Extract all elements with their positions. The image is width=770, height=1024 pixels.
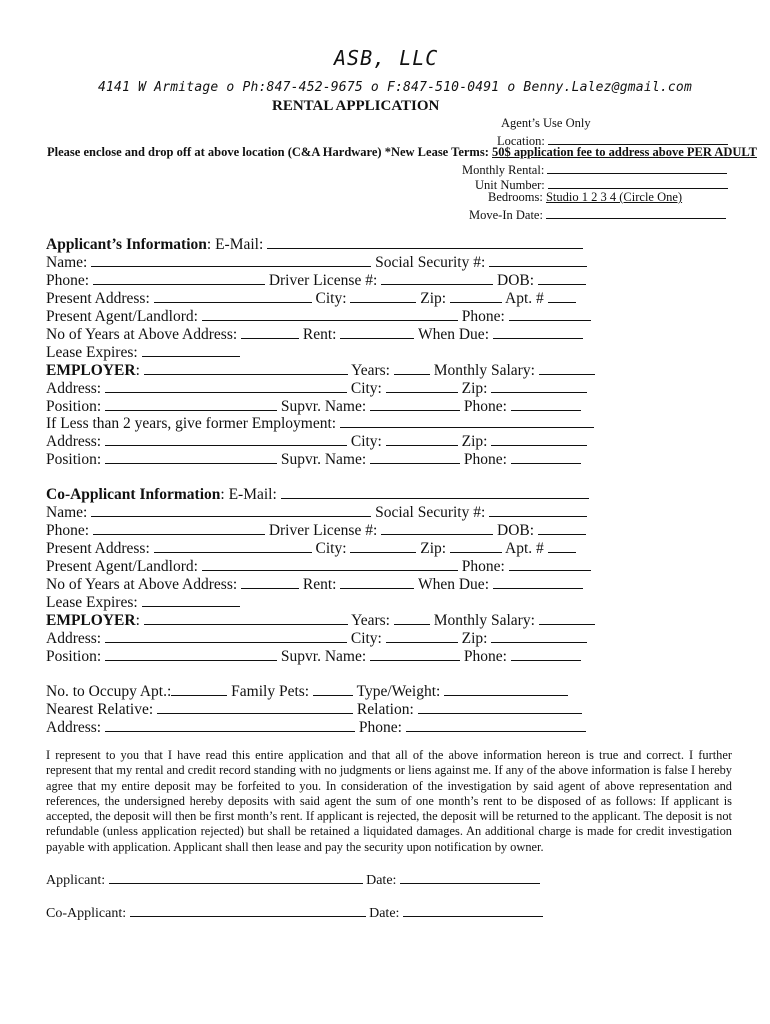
company-name: ASB, LLC xyxy=(334,46,439,70)
coapplicant-ssn-field[interactable] xyxy=(489,503,587,517)
type-weight-field[interactable] xyxy=(444,682,568,696)
occupy-count-field[interactable] xyxy=(171,682,227,696)
applicant-heading: Applicant’s Information xyxy=(46,236,207,253)
applicant-ssn-field[interactable] xyxy=(489,253,587,267)
applicant-name-field[interactable] xyxy=(91,253,371,267)
applicant-lease-expires-field[interactable] xyxy=(142,343,240,357)
applicant-landlord-field[interactable] xyxy=(202,307,458,321)
applicant-years-field[interactable] xyxy=(241,325,299,339)
coapplicant-zip-field[interactable] xyxy=(450,539,502,553)
coapplicant-lease-expires-field[interactable] xyxy=(142,593,240,607)
applicant-address-field[interactable] xyxy=(154,289,312,303)
coapplicant-supvr-phone-field[interactable] xyxy=(511,647,581,661)
coapplicant-phone-field[interactable] xyxy=(93,521,265,535)
applicant-former-zip-field[interactable] xyxy=(491,432,587,446)
coapplicant-supvr-field[interactable] xyxy=(370,647,460,661)
coapplicant-date-field[interactable] xyxy=(403,903,543,917)
applicant-former-phone-field[interactable] xyxy=(511,450,581,464)
applicant-phone-field[interactable] xyxy=(93,271,265,285)
coapplicant-emp-city-field[interactable] xyxy=(386,629,458,643)
form-title: RENTAL APPLICATION xyxy=(272,98,440,114)
relation-field[interactable] xyxy=(418,700,582,714)
move-in-label: Move-In Date: xyxy=(469,208,543,222)
applicant-emp-zip-field[interactable] xyxy=(491,379,587,393)
move-in-date-field[interactable] xyxy=(469,205,726,223)
coapplicant-rent-field[interactable] xyxy=(340,575,414,589)
relative-address-field[interactable] xyxy=(105,718,355,732)
applicant-email-field[interactable] xyxy=(267,235,583,249)
applicant-apt-field[interactable] xyxy=(548,289,576,303)
coapplicant-salary-field[interactable] xyxy=(539,611,595,625)
coapplicant-license-field[interactable] xyxy=(381,521,493,535)
coapplicant-signature-label: Co-Applicant: xyxy=(46,906,127,921)
applicant-date-field[interactable] xyxy=(400,870,540,884)
coapplicant-signature-field[interactable] xyxy=(130,903,366,917)
coapplicant-years-field[interactable] xyxy=(241,575,299,589)
applicant-signature-field[interactable] xyxy=(109,870,363,884)
applicant-dob-field[interactable] xyxy=(538,271,586,285)
applicant-former-supvr-field[interactable] xyxy=(370,450,460,464)
coapplicant-landlord-phone-field[interactable] xyxy=(509,557,591,571)
applicant-emp-address-field[interactable] xyxy=(105,379,347,393)
coapplicant-emp-years-field[interactable] xyxy=(394,611,430,625)
nearest-relative-field[interactable] xyxy=(157,700,353,714)
instructions: Please enclose and drop off at above location (C&A Hardware) *New Lease Terms: 50$ application fee to address above PER ADULT xyxy=(47,145,757,159)
applicant-city-field[interactable] xyxy=(350,289,416,303)
applicant-supvr-phone-field[interactable] xyxy=(511,397,581,411)
applicant-emp-years-field[interactable] xyxy=(394,361,430,375)
bedrooms-options: Studio 1 2 3 4 (Circle One) xyxy=(545,190,683,204)
applicant-employer-label: EMPLOYER xyxy=(46,362,136,379)
applicant-when-due-field[interactable] xyxy=(493,325,583,339)
coapplicant-emp-address-field[interactable] xyxy=(105,629,347,643)
coapplicant-employer-label: EMPLOYER xyxy=(46,612,136,629)
coapplicant-city-field[interactable] xyxy=(350,539,416,553)
coapplicant-name-field[interactable] xyxy=(91,503,371,517)
applicant-former-address-field[interactable] xyxy=(105,432,347,446)
agent-use-heading: Agent’s Use Only xyxy=(501,116,591,130)
applicant-license-field[interactable] xyxy=(381,271,493,285)
applicant-former-employment-field[interactable] xyxy=(340,414,594,428)
pets-field[interactable] xyxy=(313,682,353,696)
applicant-supvr-field[interactable] xyxy=(370,397,460,411)
applicant-statement: I represent to you that I have read this entire application and that all of the above information hereon is true and correct. I further represent that my rental and credit record standing with no judgments or liens against me. If any of the above information is false I hereby agree that my entire deposit may be forfeited to you. In consideration of the investigation by said agent of above representation and references, the undersigned hereby deposits with said agent the sum of one month’s rent to be disposed of as follows: If applicant is accepted, the deposit will then be first month’s rent. If applicant is rejected, the deposit will be returned to the applicant. The deposit is not refundable (unless application rejected) but shall be retained a liquidated damages. An additional charge is made for credit investigation payable with application. Applicant shall then lease and pay the security upon notification by owner. xyxy=(46,748,732,854)
coapplicant-when-due-field[interactable] xyxy=(493,575,583,589)
bedrooms-label: Bedrooms: xyxy=(488,190,543,204)
applicant-rent-field[interactable] xyxy=(340,325,414,339)
applicant-emp-city-field[interactable] xyxy=(386,379,458,393)
coapplicant-dob-field[interactable] xyxy=(538,521,586,535)
unit-number-label: Unit Number: xyxy=(475,178,545,192)
fee-text: 50$ application fee to address above PER ADULT xyxy=(491,145,757,159)
applicant-former-position-field[interactable] xyxy=(105,450,277,464)
location-label: Location: xyxy=(497,134,545,148)
contact-line: 4141 W Armitage o Ph:847-452-9675 o F:847-510-0491 o Benny.Lalez@gmail.com xyxy=(98,80,692,95)
applicant-zip-field[interactable] xyxy=(450,289,502,303)
applicant-former-city-field[interactable] xyxy=(386,432,458,446)
coapplicant-address-field[interactable] xyxy=(154,539,312,553)
relative-phone-field[interactable] xyxy=(406,718,586,732)
applicant-salary-field[interactable] xyxy=(539,361,595,375)
applicant-employer-field[interactable] xyxy=(144,361,348,375)
coapplicant-landlord-field[interactable] xyxy=(202,557,458,571)
coapplicant-employer-field[interactable] xyxy=(144,611,348,625)
coapplicant-position-field[interactable] xyxy=(105,647,277,661)
applicant-position-field[interactable] xyxy=(105,397,277,411)
applicant-signature-label: Applicant: xyxy=(46,873,106,888)
coapplicant-heading: Co-Applicant Information xyxy=(46,486,221,503)
coapplicant-apt-field[interactable] xyxy=(548,539,576,553)
coapplicant-emp-zip-field[interactable] xyxy=(491,629,587,643)
bedrooms-field[interactable] xyxy=(488,190,682,205)
monthly-rental-label: Monthly Rental: xyxy=(462,163,545,177)
coapplicant-email-field[interactable] xyxy=(281,485,589,499)
applicant-landlord-phone-field[interactable] xyxy=(509,307,591,321)
